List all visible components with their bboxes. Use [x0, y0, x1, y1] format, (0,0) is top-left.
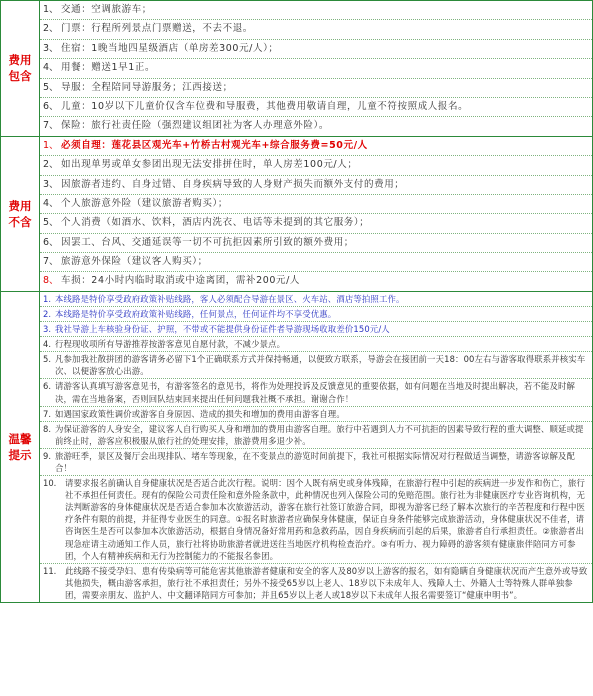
- item-number: 1、: [43, 139, 59, 151]
- section-label-excluded: [1, 136, 40, 291]
- list-item: [40, 195, 592, 214]
- item-text: 交通：空调旅游车；: [61, 4, 152, 15]
- list-item: [40, 407, 592, 422]
- list-item: [40, 79, 592, 98]
- item-number: 6、: [43, 236, 59, 248]
- item-number: 7、: [43, 256, 59, 268]
- list-item: [40, 272, 592, 290]
- list-item: [40, 449, 592, 476]
- section-included: [1, 1, 593, 137]
- item-number: 7.: [43, 408, 51, 419]
- item-number: 2、: [43, 159, 59, 171]
- item-text: 请要求报名前确认自身健康状况是否适合此次行程。说明：因个人既有病史或身体残障，在旅游行程中引起的疾病进一步发作和伤亡，旅行社不承担任何责任。现有的保险公司责任险和意外险条款中，此种情况也列入保险公司的免赔范围。旅行社为非健康医疗专业咨询机构，无法判断游客的身体健康状况是否适合参加本次旅游活动，游客在旅行社签订旅游合同，即视为游客已经了解本次旅行的辛苦程度和行程中医疗条件有限的前提，并征得专业医生的同意。①报名时旅游者应确保身体健康，保证自身条件能够完成旅游活动，身体健康状况不佳者，请咨询医生是否可以参加本次旅游活动，根据自身情况备好常用药和急救药品，因自身疾病而引起的后果，旅游者自行承担责任。②旅游者出现急症请主动通知工作人员，旅行社将协助旅游者就进送往当地医疗机构检查治疗。③有听力、视力障碍的游客须有健康旅伴陪同方可参团，个人有精神疾病和无行为控制能力的不能报名参团。: [65, 478, 586, 561]
- item-text: 如出现单男或单女参团出现无法安排拼住时，单人房差100元/人；: [61, 159, 358, 171]
- section-label-line1: 费用: [8, 198, 32, 213]
- list-item: [40, 137, 592, 156]
- item-number: 1、: [43, 4, 59, 15]
- item-number: 5、: [43, 217, 59, 229]
- item-text: 为保证游客的人身安全，建议客人自行购买人身和增加的费用由游客自理。旅行中若遇到人力不可抗拒的因素导致行程的重大调整、顺延或提前终止时，游客应积极服从旅行社的处理安排，旅游费用多退少补。: [55, 423, 584, 446]
- item-text: 因罢工、台风、交通延误等一切不可抗拒因素所引致的额外费用；: [61, 236, 354, 248]
- list-item: [40, 352, 592, 379]
- list-item: [40, 40, 592, 59]
- section-label-tips: [1, 291, 40, 602]
- list-item: [40, 564, 592, 602]
- item-text: 门票：行程所列景点门票赠送，不去不退。: [61, 23, 253, 35]
- item-text: 旅游意外保险（建议客人购买）；: [61, 256, 208, 268]
- list-item: [40, 59, 592, 78]
- item-text: 请游客认真填写游客意见书，有游客签名的意见书，将作为处理投诉及反馈意见的重要依据，如有问题在当地及时提出解决，若不能及时解决，需在当地备案，否则回队结束回来提出任何问题我社概不承担。谢谢合作！: [55, 381, 576, 404]
- item-number: 8、: [43, 275, 59, 287]
- list-item: [40, 234, 592, 253]
- list-item: [40, 292, 592, 307]
- section-label-line2: 不含: [8, 214, 32, 229]
- item-text: 住宿：1晚当地四星级酒店（单房差300元/人）；: [61, 42, 279, 54]
- item-text: 本线路是特价享受政府政策补贴线路，客人必须配合导游在景区、火车站、酒店等拍照工作。: [55, 293, 405, 304]
- item-number: 5.: [43, 354, 51, 365]
- section-label-line1: 费用: [8, 53, 32, 68]
- item-text: 导服：全程陪同导游服务；江西接送；: [61, 81, 233, 93]
- item-number: 2、: [43, 23, 59, 35]
- list-item: [40, 176, 592, 195]
- item-number: 4、: [43, 197, 59, 209]
- item-text: 保险：旅行社责任险（强烈建议组团社为客人办理意外险）。: [61, 120, 329, 132]
- list-item: [40, 476, 592, 564]
- included-items: [40, 1, 593, 137]
- item-number: 2.: [43, 308, 51, 319]
- list-item: [40, 156, 592, 175]
- item-text: 如遇国家政策性调价或游客自身原因、造成的损失和增加的费用由游客自理。: [55, 408, 345, 419]
- list-item: [40, 307, 592, 322]
- section-excluded: [1, 136, 593, 291]
- item-text: 此线路不接受孕妇、患有传染病等可能危害其他旅游者健康和安全的客人及80岁以上游客的报名，如有隐瞒自身健康状况而产生意外或导致其他损失，概由游客承担，旅行社不承担责任；另外不接受65岁以上老人、18岁以下未成年人、残障人士、外籍人士等特殊人群单独参团，需要亲朋友、监护人、中文翻译陪同方可参加；并且65岁以上老人或18岁以下未成年人报名需要签订“健康申明书”。: [65, 565, 588, 600]
- item-text: 因旅游者违约、自身过错、自身疾病导致的人身财产损失而额外支付的费用；: [61, 178, 405, 190]
- item-number: 4、: [43, 62, 59, 74]
- list-item: [40, 20, 592, 39]
- item-number: 11.: [43, 565, 57, 576]
- item-text: 行程现收项所有导游推荐按游客意见自愿付款，不减少景点。: [55, 339, 286, 350]
- excluded-items: [40, 136, 593, 291]
- item-number: 3、: [43, 42, 59, 54]
- list-item: [40, 98, 592, 117]
- section-tips: [1, 291, 593, 602]
- item-number: 6、: [43, 100, 59, 112]
- list-item: [40, 117, 592, 135]
- tips-items: [40, 291, 593, 602]
- list-item: [40, 379, 592, 406]
- item-number: 10.: [43, 478, 57, 489]
- section-label-line2: 提示: [8, 447, 32, 462]
- item-number: 3、: [43, 178, 59, 190]
- section-label-line2: 包含: [8, 69, 32, 84]
- list-item: [40, 253, 592, 272]
- list-item: [40, 422, 592, 449]
- item-number: 6.: [43, 381, 51, 392]
- item-number: 8.: [43, 423, 51, 434]
- item-text: 旅游旺季，景区及餐厅会出现排队、堵车等现象，在不变景点的游览时间前提下，我社可根据实际情况对行程做适当调整，请游客谅解及配合！: [55, 450, 576, 473]
- item-number: 5、: [43, 81, 59, 93]
- item-text: 本线路是特价享受政府政策补贴线路，任何景点，任何证件均不享受优惠。: [55, 308, 337, 319]
- item-text-emphasis: 必须自理：莲花县区观光车+竹桥古村观光车+综合服务费=50元/人: [61, 139, 368, 151]
- item-text: 个人旅游意外险（建议旅游者购买）；: [61, 197, 228, 209]
- item-text: 个人消费（如酒水、饮料，酒店内洗衣、电话等未提到的其它服务）；: [61, 217, 370, 229]
- item-text: 我社导游上车核验身份证、护照，不带或不能提供身份证件者导游现场收取差价150元/人: [55, 324, 390, 335]
- list-item: [40, 337, 592, 352]
- section-label-line1: 温馨: [8, 431, 32, 446]
- list-item: [40, 214, 592, 233]
- item-text: 车损：24小时内临时取消或中途离团，需补200元/人: [61, 275, 301, 287]
- item-number: 3.: [43, 324, 51, 335]
- item-number: 9.: [43, 450, 51, 461]
- list-item: [40, 322, 592, 337]
- item-number: 1.: [43, 293, 51, 304]
- item-text: 用餐：赠送1早1正。: [61, 62, 156, 74]
- item-text: 儿童：10岁以下儿童价仅含车位费和导服费，其他费用敬请自理，儿童不符按照成人报名。: [61, 100, 469, 112]
- item-number: 4.: [43, 339, 51, 350]
- item-text: 凡参加我社散拼团的游客请务必留下1个正确联系方式并保持畅通，以便致方联系，导游会在接团前一天18：00左右与游客取得联系并核实车次、以便游客放心出游。: [55, 354, 586, 377]
- item-number: 7、: [43, 120, 59, 132]
- list-item: [40, 1, 592, 20]
- section-label-included: [1, 1, 40, 137]
